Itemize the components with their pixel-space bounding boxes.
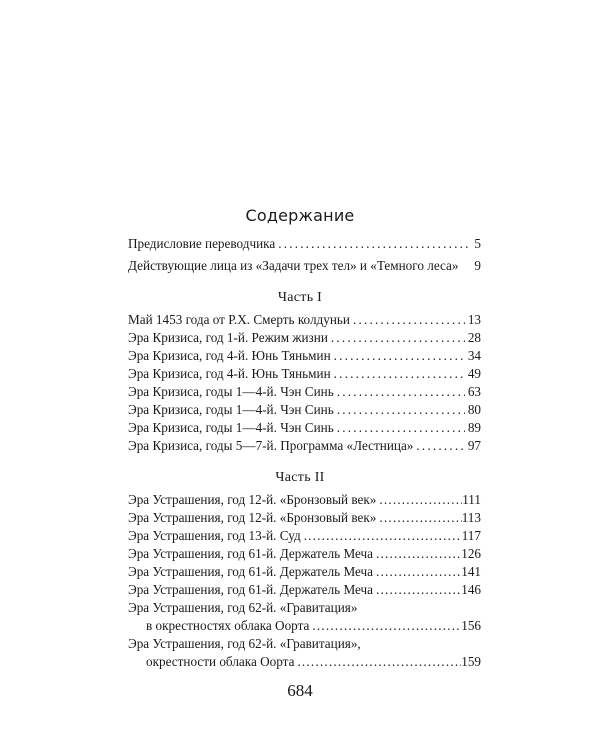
- entry-page: 34: [467, 348, 481, 363]
- entry-title: Эра Устрашения, год 62-й. «Гравитация»: [128, 600, 358, 615]
- leader-dots: [331, 329, 465, 347]
- toc-entry: [128, 581, 481, 599]
- leader-dots: [337, 401, 465, 419]
- leader-dots: [337, 383, 465, 401]
- entry-page: 80: [467, 402, 481, 417]
- entry-page: 13: [467, 312, 481, 327]
- leader-dots: [337, 419, 465, 437]
- toc-entry: [128, 509, 481, 527]
- leader-dots: [376, 563, 461, 581]
- leader-dots: [353, 311, 465, 329]
- toc-entry: [128, 491, 481, 509]
- entry-page: 89: [467, 420, 481, 435]
- leader-dots: [334, 347, 465, 365]
- entry-page: 9: [474, 258, 481, 273]
- entry-page: 126: [461, 546, 481, 561]
- leader-dots: [297, 653, 461, 671]
- toc-entry: [128, 329, 481, 347]
- toc-entry: [146, 653, 481, 671]
- part-title: Часть II: [275, 470, 325, 485]
- entry-title: Действующие лица из «Задачи трех тел» и «Темного леса»: [128, 258, 459, 273]
- entry-title: Эра Устрашения, год 13-й. Суд: [128, 528, 301, 543]
- toc-entry: [146, 617, 481, 635]
- leader-dots: [376, 545, 461, 563]
- entry-title: Эра Кризиса, год 1-й. Режим жизни: [128, 330, 328, 345]
- leader-dots: [304, 527, 462, 545]
- entry-page: 146: [461, 582, 481, 597]
- page-number: 684: [287, 681, 313, 700]
- entry-page: 97: [467, 438, 481, 453]
- entry-title: Эра Кризиса, год 4-й. Юнь Тяньмин: [128, 348, 331, 363]
- part-title: Часть I: [277, 290, 323, 305]
- entry-title-continuation: в окрестностях облака Оорта: [146, 618, 310, 633]
- toc-entry: [128, 527, 481, 545]
- leader-dots: [379, 509, 461, 527]
- toc-entry: [128, 311, 481, 329]
- entry-title-continuation: окрестности облака Оорта: [146, 654, 295, 669]
- toc-entry: [128, 257, 481, 275]
- entry-page: 117: [461, 528, 481, 543]
- toc-entry: [128, 235, 481, 253]
- entry-page: 159: [461, 654, 481, 669]
- entry-title: Эра Устрашения, год 61-й. Держатель Меча: [128, 564, 374, 579]
- entry-page: 156: [461, 618, 481, 633]
- leader-dots: [278, 235, 471, 253]
- toc-entry: [128, 365, 481, 383]
- entry-page: 28: [467, 330, 481, 345]
- leader-dots: [416, 437, 464, 455]
- leader-dots: [376, 581, 461, 599]
- entry-title: Эра Кризиса, годы 5—7-й. Программа «Лестница»: [128, 438, 414, 453]
- entry-title: Эра Кризиса, год 4-й. Юнь Тяньмин: [128, 366, 331, 381]
- entry-title: Эра Устрашения, год 12-й. «Бронзовый век»: [128, 492, 377, 507]
- entry-title: Эра Устрашения, год 61-й. Держатель Меча: [128, 546, 374, 561]
- entry-page: 113: [461, 510, 481, 525]
- toc-title: Содержание: [245, 206, 355, 225]
- entry-title: Эра Устрашения, год 62-й. «Гравитация»,: [128, 636, 361, 651]
- leader-dots: [334, 365, 465, 383]
- entry-title: Эра Кризиса, годы 1—4-й. Чэн Синь: [128, 420, 334, 435]
- toc-entry: [128, 437, 481, 455]
- entry-title: Предисловие переводчика: [128, 236, 276, 251]
- entry-title: Эра Устрашения, год 61-й. Держатель Меча: [128, 582, 374, 597]
- leader-dots: [312, 617, 461, 635]
- toc-entry: [128, 545, 481, 563]
- toc-entry: [128, 347, 481, 365]
- entry-title: Эра Кризиса, годы 1—4-й. Чэн Синь: [128, 402, 334, 417]
- toc-entry: [128, 383, 481, 401]
- toc-entry: [128, 419, 481, 437]
- toc-entry: [128, 563, 481, 581]
- entry-page: 141: [461, 564, 481, 579]
- entry-page: 5: [474, 236, 481, 251]
- entry-page: 63: [467, 384, 481, 399]
- entry-title: Май 1453 года от Р.Х. Смерть колдуньи: [128, 312, 350, 327]
- entry-page: 111: [462, 492, 481, 507]
- leader-dots: [379, 491, 462, 509]
- entry-page: 49: [467, 366, 481, 381]
- entry-title: Эра Кризиса, годы 1—4-й. Чэн Синь: [128, 384, 334, 399]
- entry-title: Эра Устрашения, год 12-й. «Бронзовый век»: [128, 510, 377, 525]
- toc-entry: [128, 401, 481, 419]
